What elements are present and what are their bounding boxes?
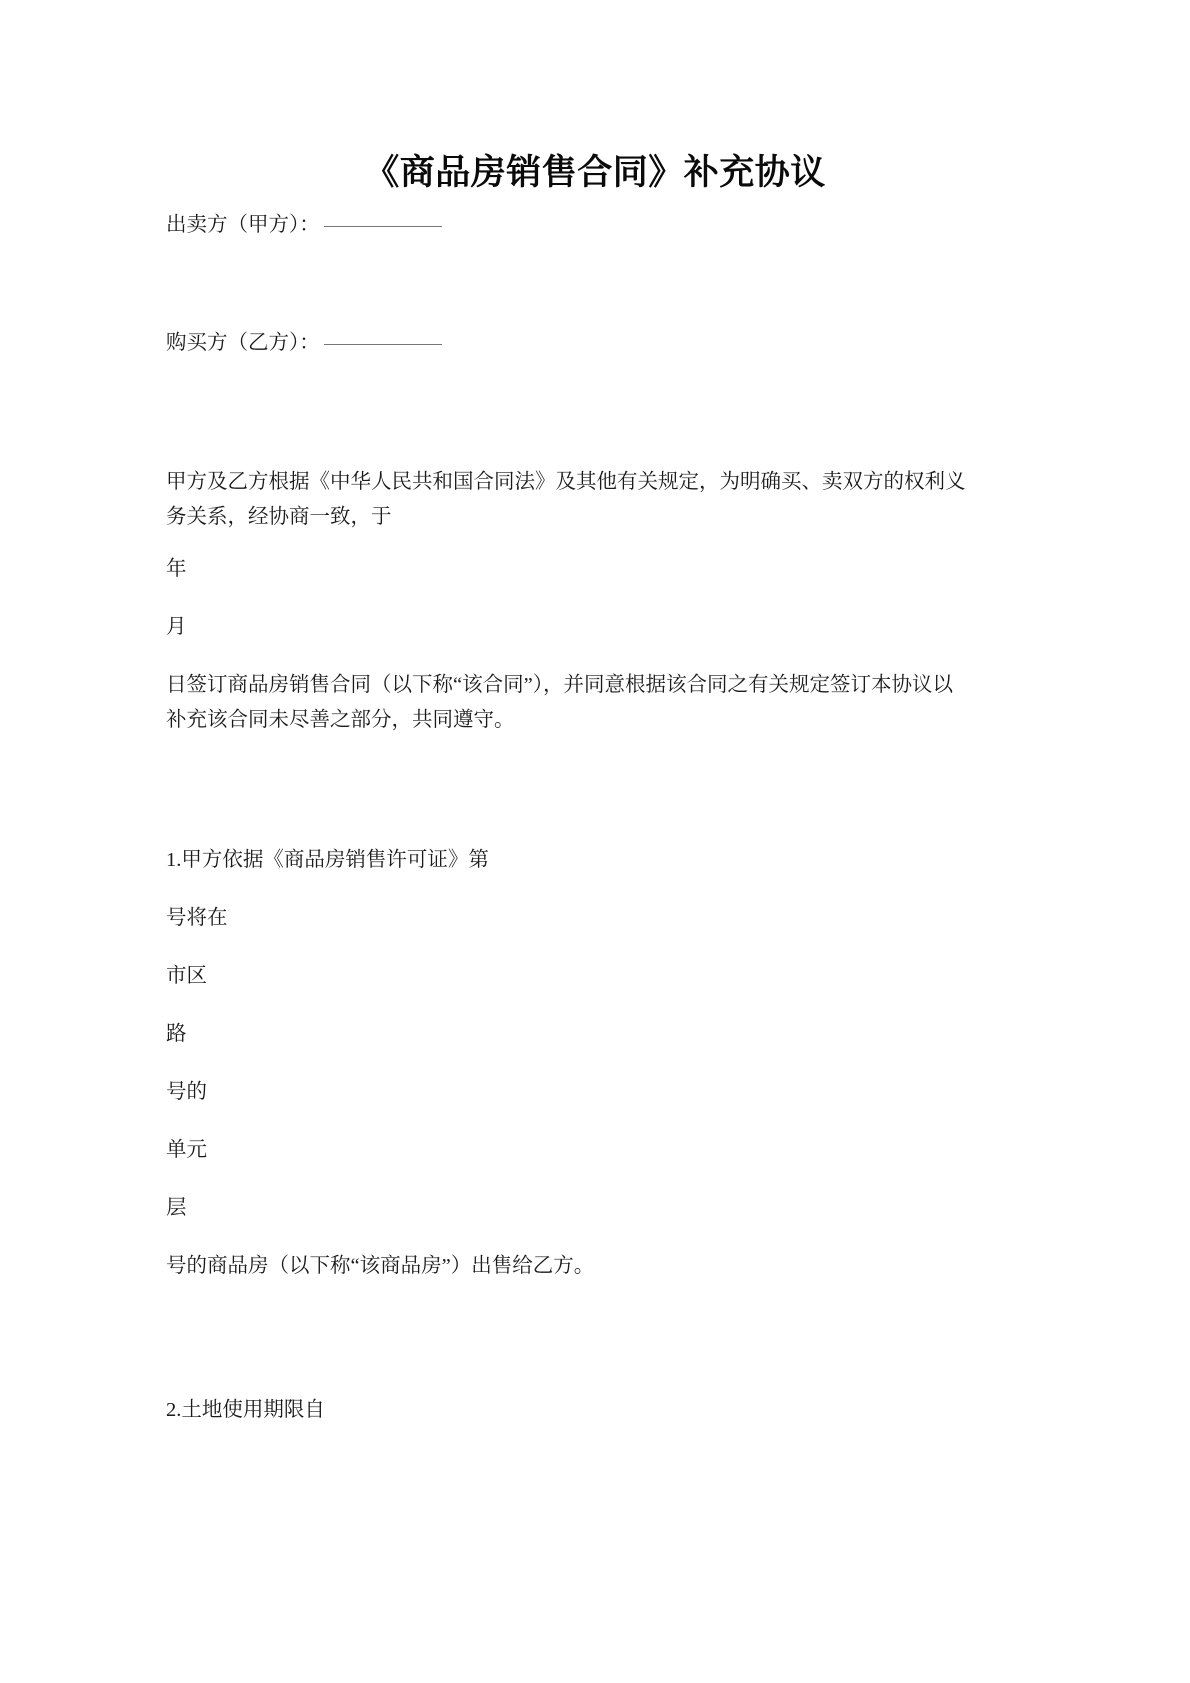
signing-paragraph: 日签订商品房销售合同（以下称“该合同”），并同意根据该合同之有关规定签订本协议以补充该合同未尽善之部分，共同遵守。 [166, 674, 953, 731]
clause-1-intro: 1.甲方依据《商品房销售许可证》第 [166, 849, 489, 871]
buyer-party-line [166, 326, 1024, 361]
clause-1-line-number-of: 号的 [166, 1081, 207, 1103]
clause-2-intro: 2.土地使用期限自 [166, 1399, 325, 1421]
buyer-label: 购买方（乙方）： [166, 332, 320, 354]
seller-label: 出卖方（甲方）： [166, 214, 320, 236]
date-year-line: 年 [166, 558, 187, 580]
seller-name-blank[interactable] [324, 226, 442, 227]
buyer-name-blank[interactable] [324, 344, 442, 345]
page-title: 《商品房销售合同》补充协议 [364, 153, 826, 192]
clause-1-line-unit: 单元 [166, 1139, 207, 1161]
seller-party-line [166, 208, 1024, 243]
clause-1-line-floor: 层 [166, 1197, 187, 1219]
clause-1-line-number-at: 号将在 [166, 907, 228, 929]
preamble-paragraph: 甲方及乙方根据《中华人民共和国合同法》及其他有关规定，为明确买、卖双方的权利义务关系，经协商一致，于 [166, 471, 966, 528]
clause-1-line-district: 市区 [166, 965, 207, 987]
date-month-line: 月 [166, 616, 187, 638]
clause-1-line-property: 号的商品房（以下称“该商品房”）出售给乙方。 [166, 1255, 595, 1277]
clause-1-line-road: 路 [166, 1023, 187, 1045]
